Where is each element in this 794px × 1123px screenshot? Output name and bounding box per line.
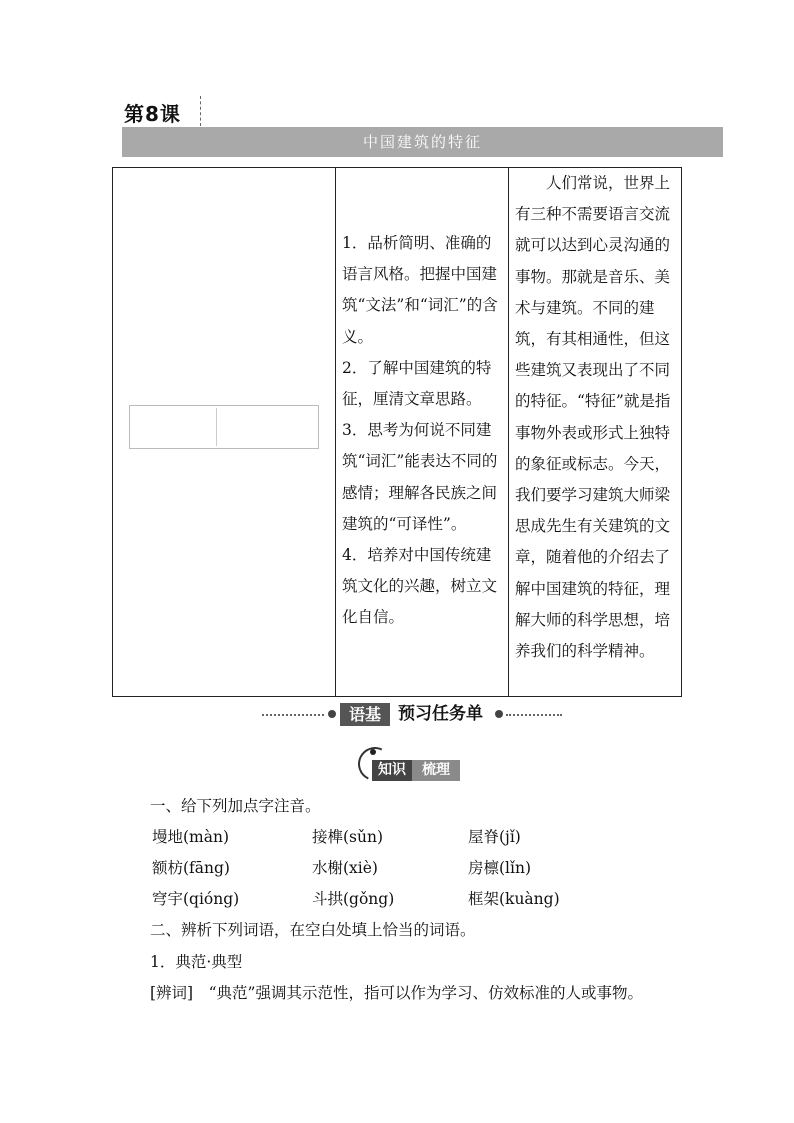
pinyin-row <box>152 826 712 848</box>
section-badge: 语基 <box>340 703 390 726</box>
goal-item: 4．培养对中国传统建筑文化的兴趣，树立文化自信。 <box>342 546 498 627</box>
table-column-intro <box>509 168 681 696</box>
dot-icon <box>495 710 503 718</box>
lesson-number: 第8课 <box>124 102 181 126</box>
question-heading: 二、辨析下列词语，在空白处填上恰当的词语。 <box>150 921 476 939</box>
dotted-line-left <box>262 714 324 716</box>
knowledge-badge <box>356 747 466 783</box>
sub-item: 1．典范·典型 <box>150 953 243 971</box>
dot-icon <box>370 749 376 755</box>
question-heading: 一、给下列加点字注音。 <box>150 797 321 815</box>
pinyin-item: 额枋(fāng) <box>152 859 230 877</box>
pinyin-item: 房檩(lǐn) <box>468 859 531 877</box>
pinyin-item: 框架(kuàng) <box>468 890 560 908</box>
intro-paragraph: 人们常说，世界上有三种不需要语言交流就可以达到心灵沟通的事物。那就是音乐、美术与建筑。不同的建筑，有其相通性，但这些建筑又表现出了不同的特征。“特征”就是指事物外表或形式上独特的象征或标志。今天，我们要学习建筑大师梁思成先生有关建筑的文章，随着他的介绍去了解中国建筑的特征，理解大师的科学思想，培养我们的科学精神。 <box>515 174 671 661</box>
pinyin-item: 斗拱(gǒng) <box>312 890 395 908</box>
intro-table <box>112 167 682 697</box>
pinyin-row <box>152 857 712 879</box>
table-column-image <box>113 168 336 696</box>
lesson-title: 中国建筑的特征 <box>362 133 482 151</box>
pinyin-item: 接榫(sǔn) <box>312 828 384 846</box>
thumbnail-placeholder <box>129 405 319 449</box>
learning-goals <box>342 228 506 634</box>
dotted-line-right <box>506 714 562 716</box>
pinyin-item: 穹宇(qióng) <box>152 890 240 908</box>
knowledge-badge-dark: 知识 <box>372 760 412 781</box>
goal-item: 3．思考为何说不同建筑“词汇”能表达不同的感情；理解各民族之间建筑的“可译性”。 <box>342 421 498 533</box>
knowledge-badge-light: 梳理 <box>412 760 460 781</box>
lesson-title-bar <box>122 127 723 157</box>
goal-item: 1．品析简明、准确的语言风格。把握中国建筑“文法”和“词汇”的含义。 <box>342 234 498 346</box>
section-label: 预习任务单 <box>398 704 483 724</box>
header-dashed-divider <box>200 96 201 126</box>
pinyin-item: 墁地(màn) <box>152 828 230 846</box>
goal-item: 2．了解中国建筑的特征，厘清文章思路。 <box>342 358 492 409</box>
dot-icon <box>328 710 336 718</box>
word-analysis: [辨词] “典范”强调其示范性，指可以作为学习、仿效标准的人或事物。 <box>150 984 643 1002</box>
pinyin-item: 屋脊(jǐ) <box>468 828 521 846</box>
section-divider <box>262 703 562 727</box>
thumbnail-divider <box>216 408 217 446</box>
pinyin-row <box>152 888 712 910</box>
table-column-goals <box>336 168 509 696</box>
pinyin-item: 水榭(xiè) <box>312 859 378 877</box>
